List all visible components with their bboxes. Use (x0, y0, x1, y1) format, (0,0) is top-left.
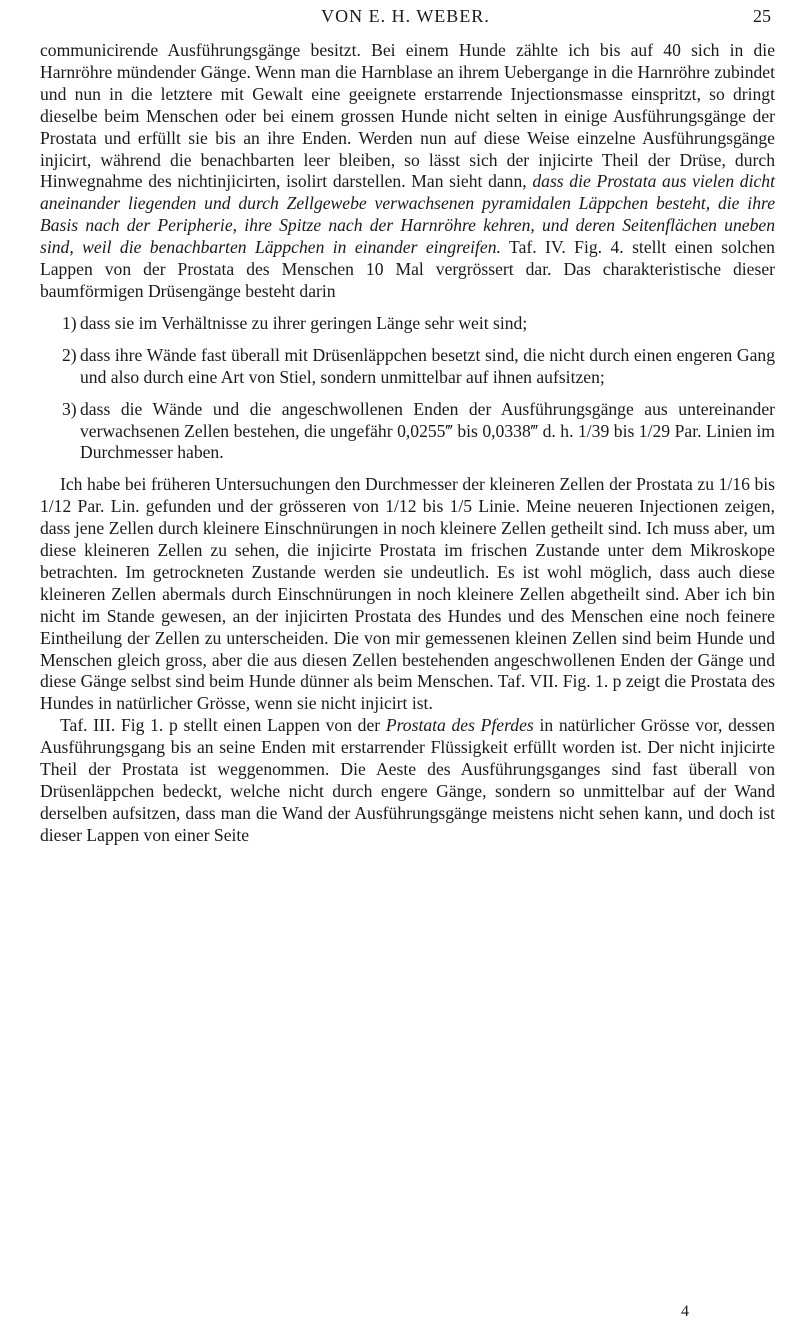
signature-mark: 4 (681, 1303, 689, 1320)
paragraph-3-start: Taf. III. Fig 1. p stellt einen Lappen von der (60, 715, 381, 736)
paragraph-3-end: in natürlicher Grösse vor, dessen Ausführungsgang bis an seine Enden mit erstarrender Flüssigkeit erfüllt worden ist. Der nicht injicirte Theil der Prostata ist weggenommen. Die Aeste des Ausführungsganges sind fast überall von Drüsenläppchen bedeckt, welche nicht durch engere Gänge, sondern so unmittelbar auf der Wand derselben aufsitzen, dass man die Wand der Ausführungsgänge meistens nicht sehen kann, und doch ist dieser Lappen von einer Seite (40, 715, 776, 845)
list-text: dass die Wände und die angeschwollenen Enden der Ausführungsgänge aus untereinander verwachsenen Zellen bestehen, die ungefähr 0,0255‴ bis 0,0338‴ d. h. 1/39 bis 1/29 Par. Linien im Durchmesser haben. (80, 398, 775, 463)
body-text (40, 40, 775, 847)
list-item (40, 345, 775, 389)
list-text: dass sie im Verhältnisse zu ihrer geringen Länge sehr weit sind; (80, 312, 528, 333)
page-footer (40, 1303, 771, 1321)
list-number: 1) (62, 312, 77, 333)
list-number: 2) (62, 344, 77, 365)
paragraph-1-emphasis: dass die Prostata aus vielen dicht aneinander liegenden und durch Zellgewebe verwachsenen pyramidalen Läppchen besteht, die ihre Basis nach der Peripherie, ihre Spitze nach der Harnröhre kehren, und deren Seitenflächen uneben sind, weil die benachbarten Läppchen in einander eingreifen. (40, 171, 775, 258)
running-head: VON E. H. WEBER. (321, 6, 490, 26)
list-number: 3) (62, 398, 77, 419)
paragraph-2: Ich habe bei früheren Untersuchungen den Durchmesser der kleineren Zellen der Prostata zu 1/16 bis 1/12 Par. Lin. gefunden und der grösseren von 1/12 bis 1/5 Linie. Meine neueren Injectionen zeigen, dass jene Zellen durch kleinere Einschnürungen in noch kleinere Zellen getheilt sind. Ich muss aber, um diese kleineren Zellen zu sehen, die injicirte Prostata im frischen Zustande unter dem Mikroskope betrachten. Im getrockneten Zustande werden sie undeutlich. Es ist wohl möglich, dass auch diese kleineren Zellen abermals durch Einschnürungen in noch kleinere Zellen abgetheilt sind. Aber ich bin nicht im Stande gewesen, an der injicirten Prostata des Hundes und des Menschen eine noch feinere Eintheilung der Zellen zu unterscheiden. Die von mir gemessenen kleinen Zellen sind beim Hunde und Menschen gleich gross, aber die aus diesen Zellen bestehenden angeschwollenen Enden der Gänge und diese Gänge selbst sind beim Hunde dünner als beim Menschen. Taf. VII. Fig. 1. p zeigt die Prostata des Hundes in natürlicher Grösse, wenn sie nicht injicirt ist. (40, 474, 775, 714)
paragraph-1-text: communicirende Ausführungsgänge besitzt. Bei einem Hunde zählte ich bis auf 40 sich in die Harnröhre mündender Gänge. Wenn man die Harnblase an ihrem Uebergange in die Harnröhre zubindet und nun in die letztere mit Gewalt eine geeignete erstarrende Injectionsmasse einspritzt, so dringt dieselbe beim Menschen oder bei einem grossen Hunde nicht selten in einige Ausführungsgänge der Prostata und erfüllt sie bis an ihre Enden. Werden nun auf diese Weise einzelne Ausführungsgänge injicirt, während die benachbarten leer bleiben, so lässt sich der injicirte Theil der Drüse, durch Hinwegnahme des nichtinjicirten, isolirt darstellen. Man sieht dann, (40, 40, 775, 192)
paragraph-1-end: Taf. IV. Fig. 4. stellt einen solchen Lappen von der Prostata des Menschen 10 Mal vergrössert dar. Das charakteristische dieser baumförmigen Drüsengänge besteht darin (40, 237, 775, 301)
list-text: dass ihre Wände fast überall mit Drüsenläppchen besetzt sind, die nicht durch einen engeren Gang und also durch eine Art von Stiel, sondern unmittelbar auf ihnen aufsitzen; (80, 344, 775, 387)
list-item (40, 313, 775, 335)
list-item (40, 399, 775, 465)
page-number: 25 (753, 6, 771, 26)
page-header (40, 6, 771, 30)
paragraph-3-emphasis: Prostata des Pferdes (385, 715, 534, 736)
paragraph-1 (40, 40, 775, 303)
paragraph-3 (40, 715, 775, 846)
